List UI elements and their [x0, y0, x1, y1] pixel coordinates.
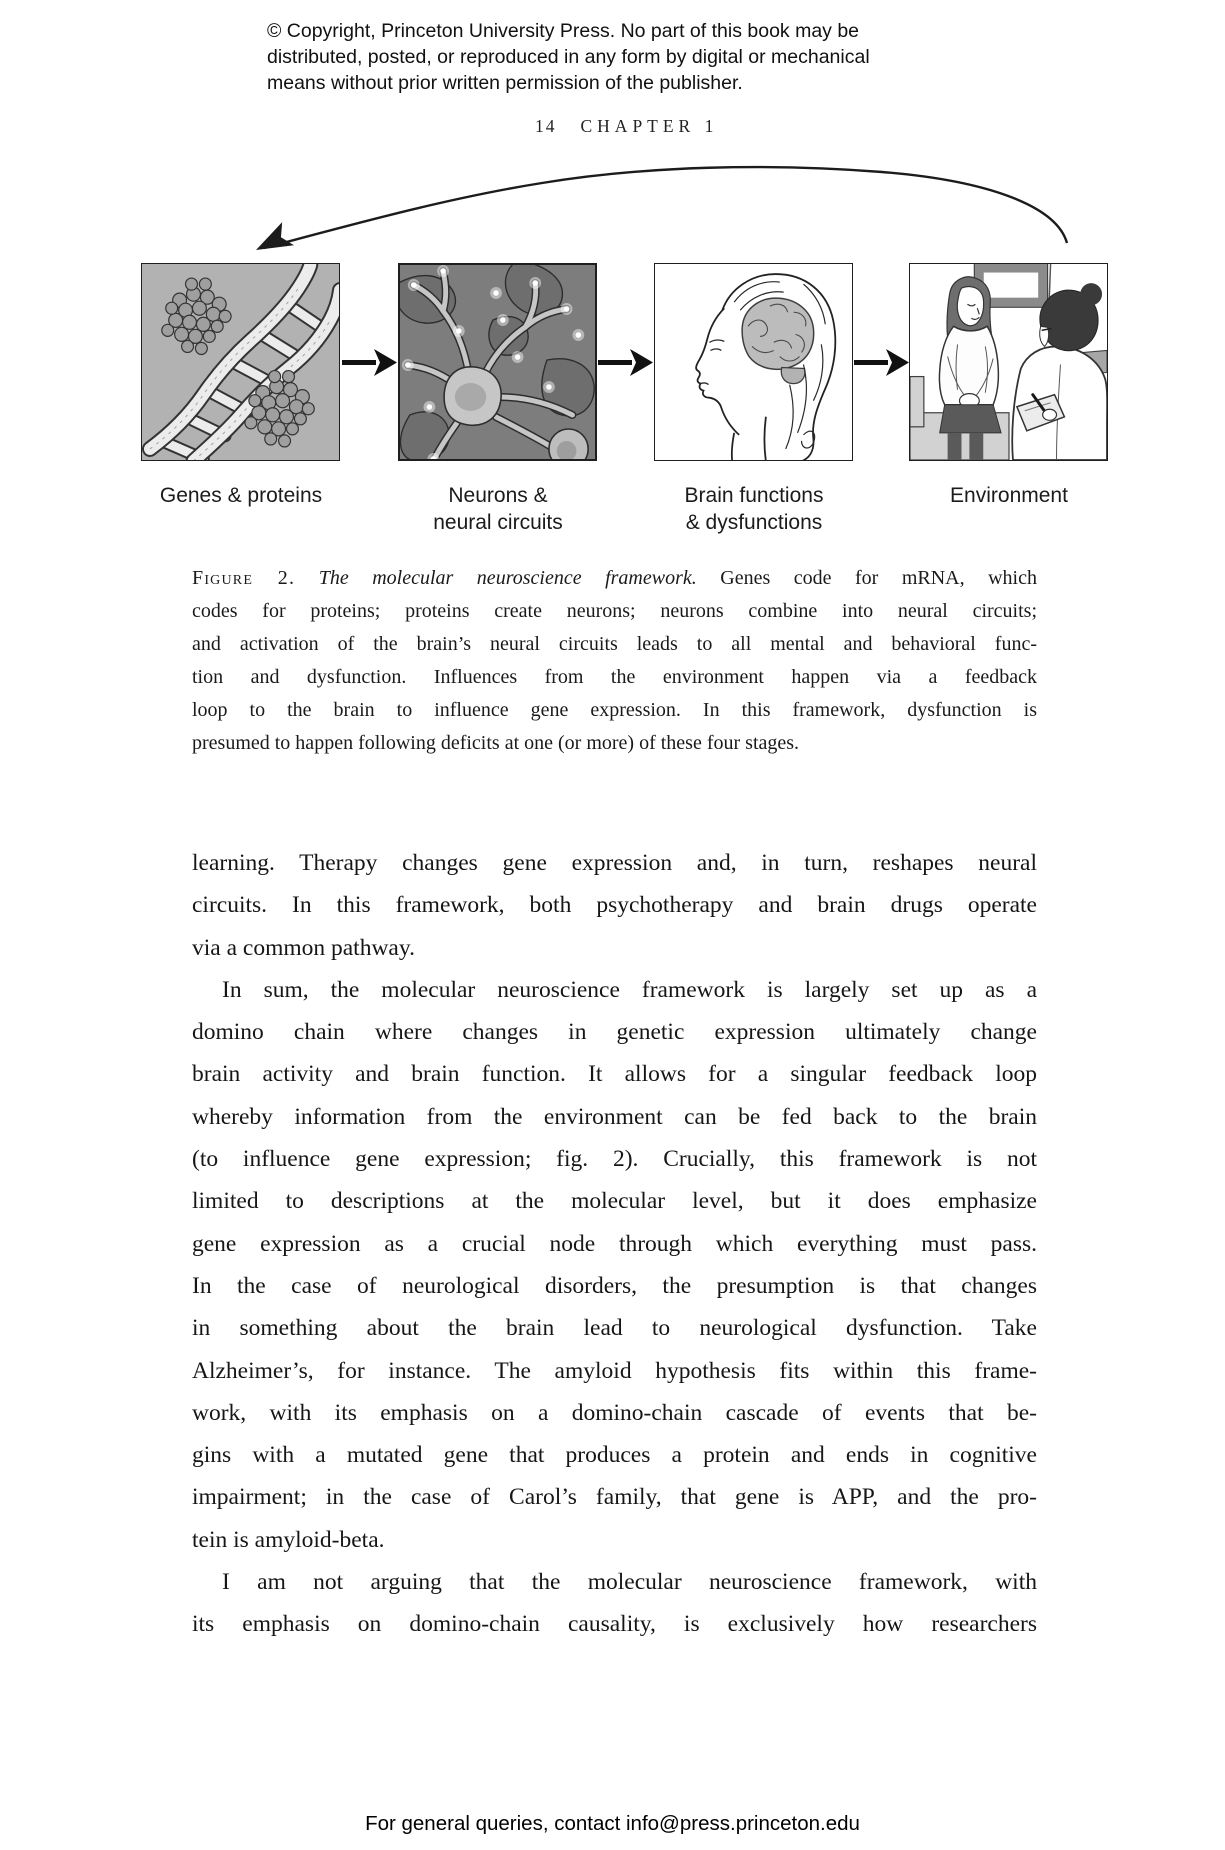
panel-genes-proteins	[141, 263, 340, 461]
body-line: I am not arguing that the molecular neuroscience framework, with	[222, 1569, 1037, 1596]
caption-line: and activation of the brain’s neural circuits leads to all mental and behavioral func-	[192, 633, 1037, 655]
panel-label	[388, 482, 608, 536]
body-line: gene expression as a crucial node through which everything must pass.	[192, 1230, 1037, 1257]
caption-line: Figure 2. The molecular neuroscience framework. Genes code for mRNA, which	[192, 567, 1037, 589]
flow-arrow-icon	[342, 349, 397, 376]
body-line: gins with a mutated gene that produces a protein and ends in cognitive	[192, 1442, 1037, 1469]
footer-text: For general queries, contact info@press.princeton.edu	[365, 1812, 860, 1835]
body-line: whereby information from the environment can be fed back to the brain	[192, 1103, 1037, 1130]
copyright-line: means without prior written permission of the publisher.	[267, 72, 743, 94]
dna-proteins-illustration	[142, 264, 339, 460]
neurons-illustration	[400, 265, 595, 459]
caption-title: The molecular neuroscience framework.	[295, 567, 721, 589]
body-line: Alzheimer’s, for instance. The amyloid hypothesis fits within this frame-	[192, 1357, 1037, 1384]
body-line: its emphasis on domino-chain causality, is exclusively how researchers	[192, 1611, 1037, 1638]
body-line: in something about the brain lead to neurological dysfunction. Take	[192, 1315, 1037, 1342]
body-line: circuits. In this framework, both psychotherapy and brain drugs operate	[192, 892, 1037, 919]
panel-label	[131, 482, 351, 509]
flow-arrow-icon	[854, 349, 909, 376]
body-line: domino chain where changes in genetic expression ultimately change	[192, 1019, 1037, 1046]
body-line: (to influence gene expression; fig. 2). Crucially, this framework is not	[192, 1146, 1037, 1173]
caption-figure-label: Figure 2.	[192, 567, 296, 589]
panel-label	[899, 482, 1119, 509]
panel-brain-functions	[654, 263, 853, 461]
running-head	[535, 116, 718, 137]
body-line: work, with its emphasis on a domino-chain cascade of events that be-	[192, 1399, 1037, 1426]
copyright-line: distributed, posted, or reproduced in any form by digital or mechanical	[267, 46, 870, 68]
page-footer	[0, 1812, 1225, 1836]
panel-label-line: Genes & proteins	[159, 484, 323, 507]
caption-line: loop to the brain to influence gene expression. In this framework, dysfunction is	[192, 699, 1037, 721]
caption-line: tion and dysfunction. Influences from the environment happen via a feedback	[192, 666, 1037, 688]
panel-environment	[909, 263, 1108, 461]
chapter-label: CHAPTER 1	[580, 116, 719, 136]
body-line: via a common pathway.	[192, 934, 415, 961]
page-number: 14	[535, 116, 557, 136]
body-line: brain activity and brain function. It allows for a singular feedback loop	[192, 1061, 1037, 1088]
head-brain-illustration	[655, 264, 852, 460]
panel-label-line: Brain functions	[684, 484, 824, 507]
caption-line: presumed to happen following deficits at one (or more) of these four stages.	[192, 732, 800, 754]
panel-neurons-neural-circuits	[398, 263, 597, 461]
body-line: learning. Therapy changes gene expression and, in turn, reshapes neural	[192, 850, 1037, 876]
body-line: impairment; in the case of Carol’s family, that gene is APP, and the pro-	[192, 1484, 1037, 1511]
body-text	[192, 842, 1037, 1646]
panel-label-line: Neurons &	[448, 484, 548, 507]
panel-label-line: & dysfunctions	[685, 511, 823, 534]
copyright-line: © Copyright, Princeton University Press. No part of this book may be	[267, 20, 860, 42]
panel-label	[644, 482, 864, 536]
panel-label-line: Environment	[950, 484, 1068, 507]
flow-arrow-icon	[598, 349, 653, 376]
body-line: limited to descriptions at the molecular level, but it does emphasize	[192, 1188, 1037, 1215]
body-line: In the case of neurological disorders, the presumption is that changes	[192, 1272, 1037, 1299]
caption-line: codes for proteins; proteins create neurons; neurons combine into neural circuits;	[192, 600, 1037, 622]
body-line: In sum, the molecular neuroscience framework is largely set up as a	[222, 976, 1037, 1003]
figure-caption	[192, 562, 1037, 760]
copyright-notice	[267, 18, 870, 96]
therapy-session-illustration	[910, 264, 1107, 460]
feedback-loop-arrow	[130, 140, 1090, 270]
panel-label-line: neural circuits	[433, 511, 563, 534]
body-line: tein is amyloid-beta.	[192, 1526, 385, 1553]
